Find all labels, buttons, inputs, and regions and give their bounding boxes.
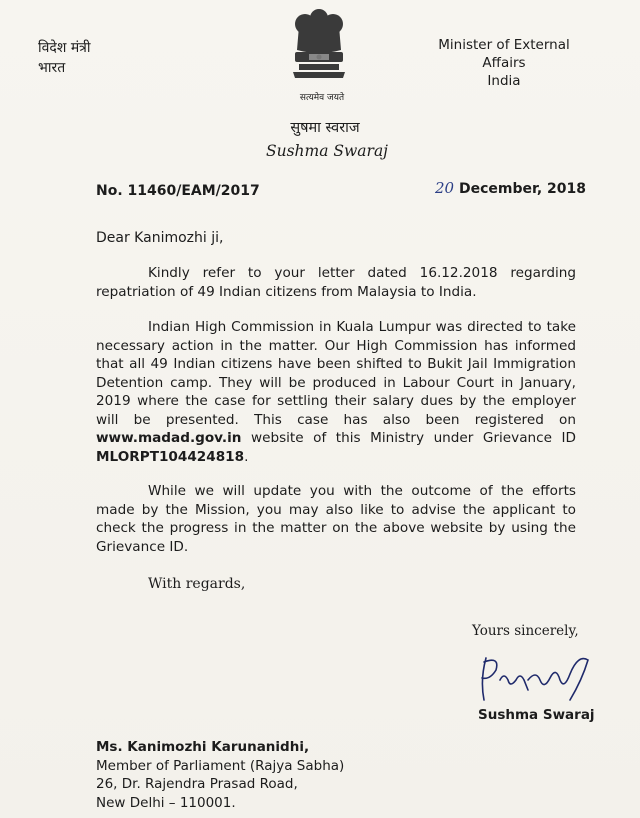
minister-name-english: Sushma Swaraj xyxy=(266,142,388,160)
paragraph-2-mid: website of this Ministry under Grievance ID xyxy=(241,430,576,446)
paragraph-2-end: . xyxy=(244,448,249,465)
letterhead-english-title xyxy=(420,36,588,90)
reference-number: No. 11460/EAM/2017 xyxy=(96,183,260,199)
title-line1: Minister of External Affairs xyxy=(438,37,570,71)
hindi-title-line1: विदेश मंत्री xyxy=(38,40,91,56)
addressee-line2: 26, Dr. Rajendra Prasad Road, xyxy=(96,776,298,792)
paragraph-1-text: Kindly refer to your letter dated 16.12.2018 regarding repatriation of 49 Indian citizens from Malaysia to India. xyxy=(96,265,576,300)
date-day-handwritten: 20 xyxy=(435,179,455,197)
emblem-motto: सत्यमेव जयते xyxy=(299,93,345,103)
closing-yours-sincerely: Yours sincerely, xyxy=(472,623,579,639)
paragraph-3-text: While we will update you with the outcome of the efforts made by the Mission, you may also like to advise the applicant to check the progress in the matter on the above website by using the Grievance ID. xyxy=(96,483,576,555)
salutation: Dear Kanimozhi ji, xyxy=(96,230,224,246)
website-link[interactable]: www.madad.gov.in xyxy=(96,430,242,446)
handwritten-signature xyxy=(470,650,600,710)
minister-name-hindi: सुषमा स्वराज xyxy=(290,120,360,136)
paragraph-1 xyxy=(96,264,576,301)
hindi-title-line2: भारत xyxy=(38,60,66,76)
letterhead-hindi-title xyxy=(38,38,91,78)
paragraph-2 xyxy=(96,318,576,466)
paragraph-2-text: Indian High Commission in Kuala Lumpur was directed to take necessary action in the matter. Our High Commission has informed that all 49 Indian citizens have been shifted to Bukit Jail Immigration Detention camp. They will be produced in Labour Court in January, 2019 where the case for settling their salary dues by the employer will be presented. This case has also been registered on xyxy=(96,319,576,428)
addressee-name: Ms. Kanimozhi Karunanidhi, xyxy=(96,739,310,755)
title-line2: India xyxy=(487,73,521,89)
closing-regards: With regards, xyxy=(148,576,246,592)
addressee-line1: Member of Parliament (Rajya Sabha) xyxy=(96,757,345,774)
grievance-id: MLORPT104424818 xyxy=(96,448,245,465)
signer-name: Sushma Swaraj xyxy=(478,707,595,723)
date-rest: December, 2018 xyxy=(454,181,586,197)
addressee-line3: New Delhi – 110001. xyxy=(96,794,236,811)
addressee-block xyxy=(96,738,344,812)
letter-date xyxy=(435,179,586,197)
national-emblem-icon xyxy=(285,6,353,92)
paragraph-3 xyxy=(96,482,576,556)
